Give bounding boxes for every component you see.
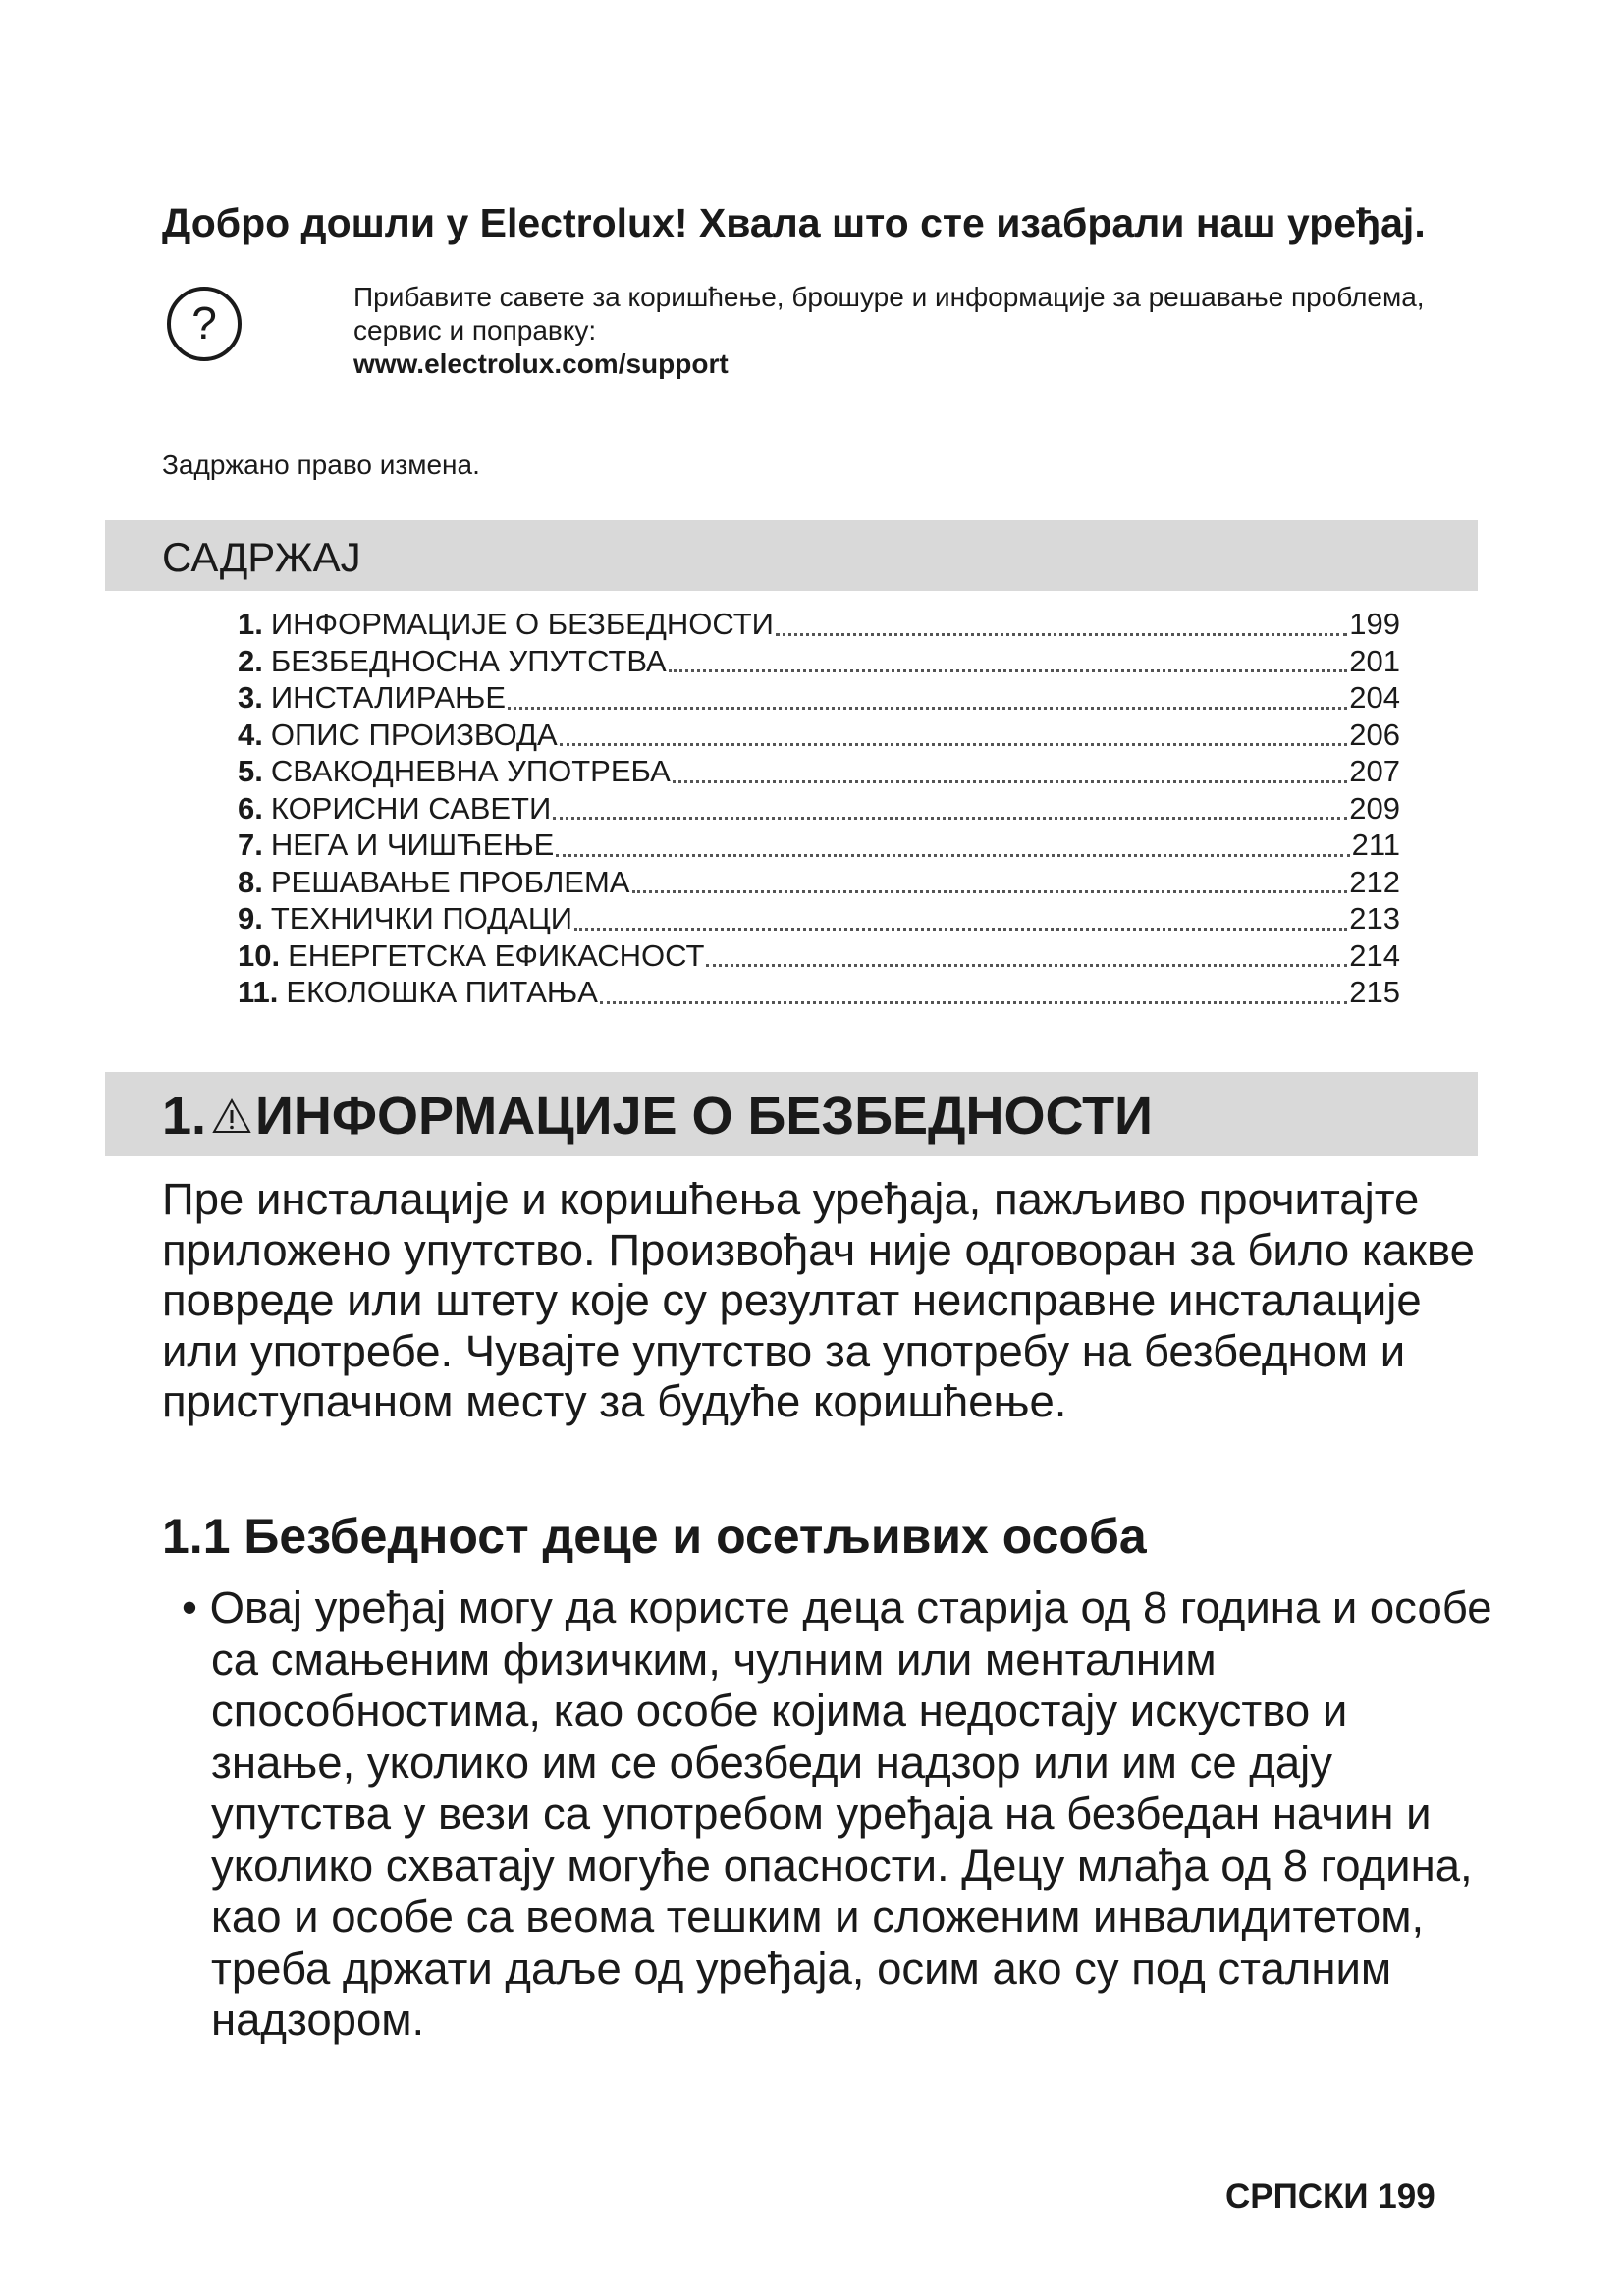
toc-leader [706, 964, 1347, 967]
toc-leader [574, 928, 1347, 931]
toc-title: САДРЖАЈ [162, 534, 361, 580]
subsection-heading: 1.1 Безбедност деце и осетљивих особа [162, 1509, 1147, 1564]
toc-leader [632, 890, 1348, 893]
toc-item-page: 206 [1349, 717, 1400, 752]
toc-item-label: ИНФОРМАЦИЈЕ О БЕЗБЕДНОСТИ [270, 607, 774, 641]
toc-item[interactable] [238, 865, 1400, 902]
toc-leader [553, 817, 1347, 820]
toc-item-number: 6. [238, 790, 263, 826]
toc-item-label: СВАКОДНЕВНА УПОТРЕБА [270, 754, 671, 788]
page-footer: СРПСКИ 199 [1225, 2177, 1435, 2216]
toc-leader [560, 743, 1348, 746]
toc-item-number: 10. [238, 937, 281, 973]
toc-leader [600, 1001, 1347, 1004]
toc-item-page: 204 [1349, 680, 1400, 715]
toc-item[interactable] [238, 828, 1400, 865]
toc-item-page: 201 [1349, 643, 1400, 678]
toc-item-page: 213 [1349, 901, 1400, 935]
toc-leader [673, 780, 1347, 783]
welcome-heading: Добро дошли у Electrolux! Хвала што сте изабрали наш уређај. [162, 200, 1426, 245]
toc-leader [669, 669, 1348, 672]
toc-item-number: 11. [238, 975, 279, 1009]
toc-item[interactable] [238, 901, 1400, 938]
toc-item[interactable] [238, 754, 1400, 791]
support-info [353, 281, 1473, 381]
toc-leader [508, 707, 1347, 710]
toc-item[interactable] [238, 975, 1400, 1012]
toc-header [105, 520, 1478, 591]
toc-item-number: 7. [238, 828, 263, 862]
toc-item-page: 214 [1349, 937, 1400, 973]
toc-item-number: 2. [238, 643, 263, 678]
toc-item[interactable] [238, 718, 1400, 755]
rights-notice: Задржано право измена. [162, 450, 480, 480]
toc-item[interactable] [238, 938, 1400, 976]
support-link[interactable]: www.electrolux.com/support [353, 348, 729, 379]
intro-paragraph: Пре инсталације и коришћења уређаја, пажљиво прочитајте приложено упутство. Произвођач није одговоран за било какве повреде или штету које су резултат неисправне инсталације или употребе. Чувајте упутство за употребу на безбедном и приступачном месту за будуће коришћење. [162, 1174, 1475, 1426]
toc-item-page: 215 [1349, 975, 1400, 1009]
bullet-paragraph: • Овај уређај могу да користе деца старија од 8 година и особе са смањеним физичким, чулним или менталним способностима, као особе којима недостају искуство и знање, уколико им се обезбеди надзор или им се дају упутства у вези са употребом уређаја на безбедан начин и уколико схватају могуће опасности. Децу млађа од 8 година, као и особе са веома тешким и сложеним инвалидитетом, треба држати даље од уређаја, осим ако су под сталним надзором. [182, 1582, 1492, 2045]
toc-item-page: 212 [1349, 864, 1400, 899]
toc-item-label: ТЕХНИЧКИ ПОДАЦИ [270, 901, 573, 935]
toc-leader [776, 633, 1347, 636]
toc-item-label: КОРИСНИ САВЕТИ [270, 790, 552, 826]
toc-item-label: РЕШАВАЊЕ ПРОБЛЕМА [270, 864, 630, 899]
toc-item[interactable] [238, 607, 1400, 644]
toc-item-page: 207 [1349, 754, 1400, 788]
section-number: 1. [162, 1087, 207, 1146]
toc-item-page: 211 [1351, 828, 1400, 862]
section-header [105, 1072, 1478, 1156]
toc-item-label: ИНСТАЛИРАЊЕ [270, 680, 507, 715]
toc-item-number: 8. [238, 864, 263, 899]
toc-leader [556, 854, 1349, 857]
toc-item-label: ЕНЕРГЕТСКА ЕФИКАСНОСТ [288, 937, 705, 973]
question-circle-icon [165, 285, 244, 363]
toc-item-number: 4. [238, 717, 263, 752]
section-title [162, 1086, 1153, 1147]
toc-item-label: БЕЗБЕДНОСНА УПУТСТВА [270, 643, 667, 678]
warning-triangle-icon [212, 1097, 251, 1135]
toc-item-label: НЕГА И ЧИШЋЕЊЕ [270, 828, 555, 862]
toc-item-page: 199 [1349, 607, 1400, 641]
table-of-contents [238, 607, 1400, 1012]
support-text: Прибавите савете за коришћење, брошуре и информације за решавање проблема, сервис и поправку: [353, 282, 1425, 346]
section-title-text: ИНФОРМАЦИЈЕ О БЕЗБЕДНОСТИ [255, 1087, 1153, 1146]
toc-item-number: 5. [238, 754, 263, 788]
toc-item[interactable] [238, 644, 1400, 681]
toc-item[interactable] [238, 791, 1400, 828]
toc-item-number: 9. [238, 901, 263, 935]
toc-item-page: 209 [1349, 790, 1400, 826]
toc-item-label: ЕКОЛОШКА ПИТАЊА [286, 975, 598, 1009]
toc-item-number: 1. [238, 607, 263, 641]
toc-item-number: 3. [238, 680, 263, 715]
svg-text:?: ? [191, 297, 217, 348]
toc-item-label: ОПИС ПРОИЗВОДА [270, 717, 558, 752]
toc-item[interactable] [238, 680, 1400, 718]
